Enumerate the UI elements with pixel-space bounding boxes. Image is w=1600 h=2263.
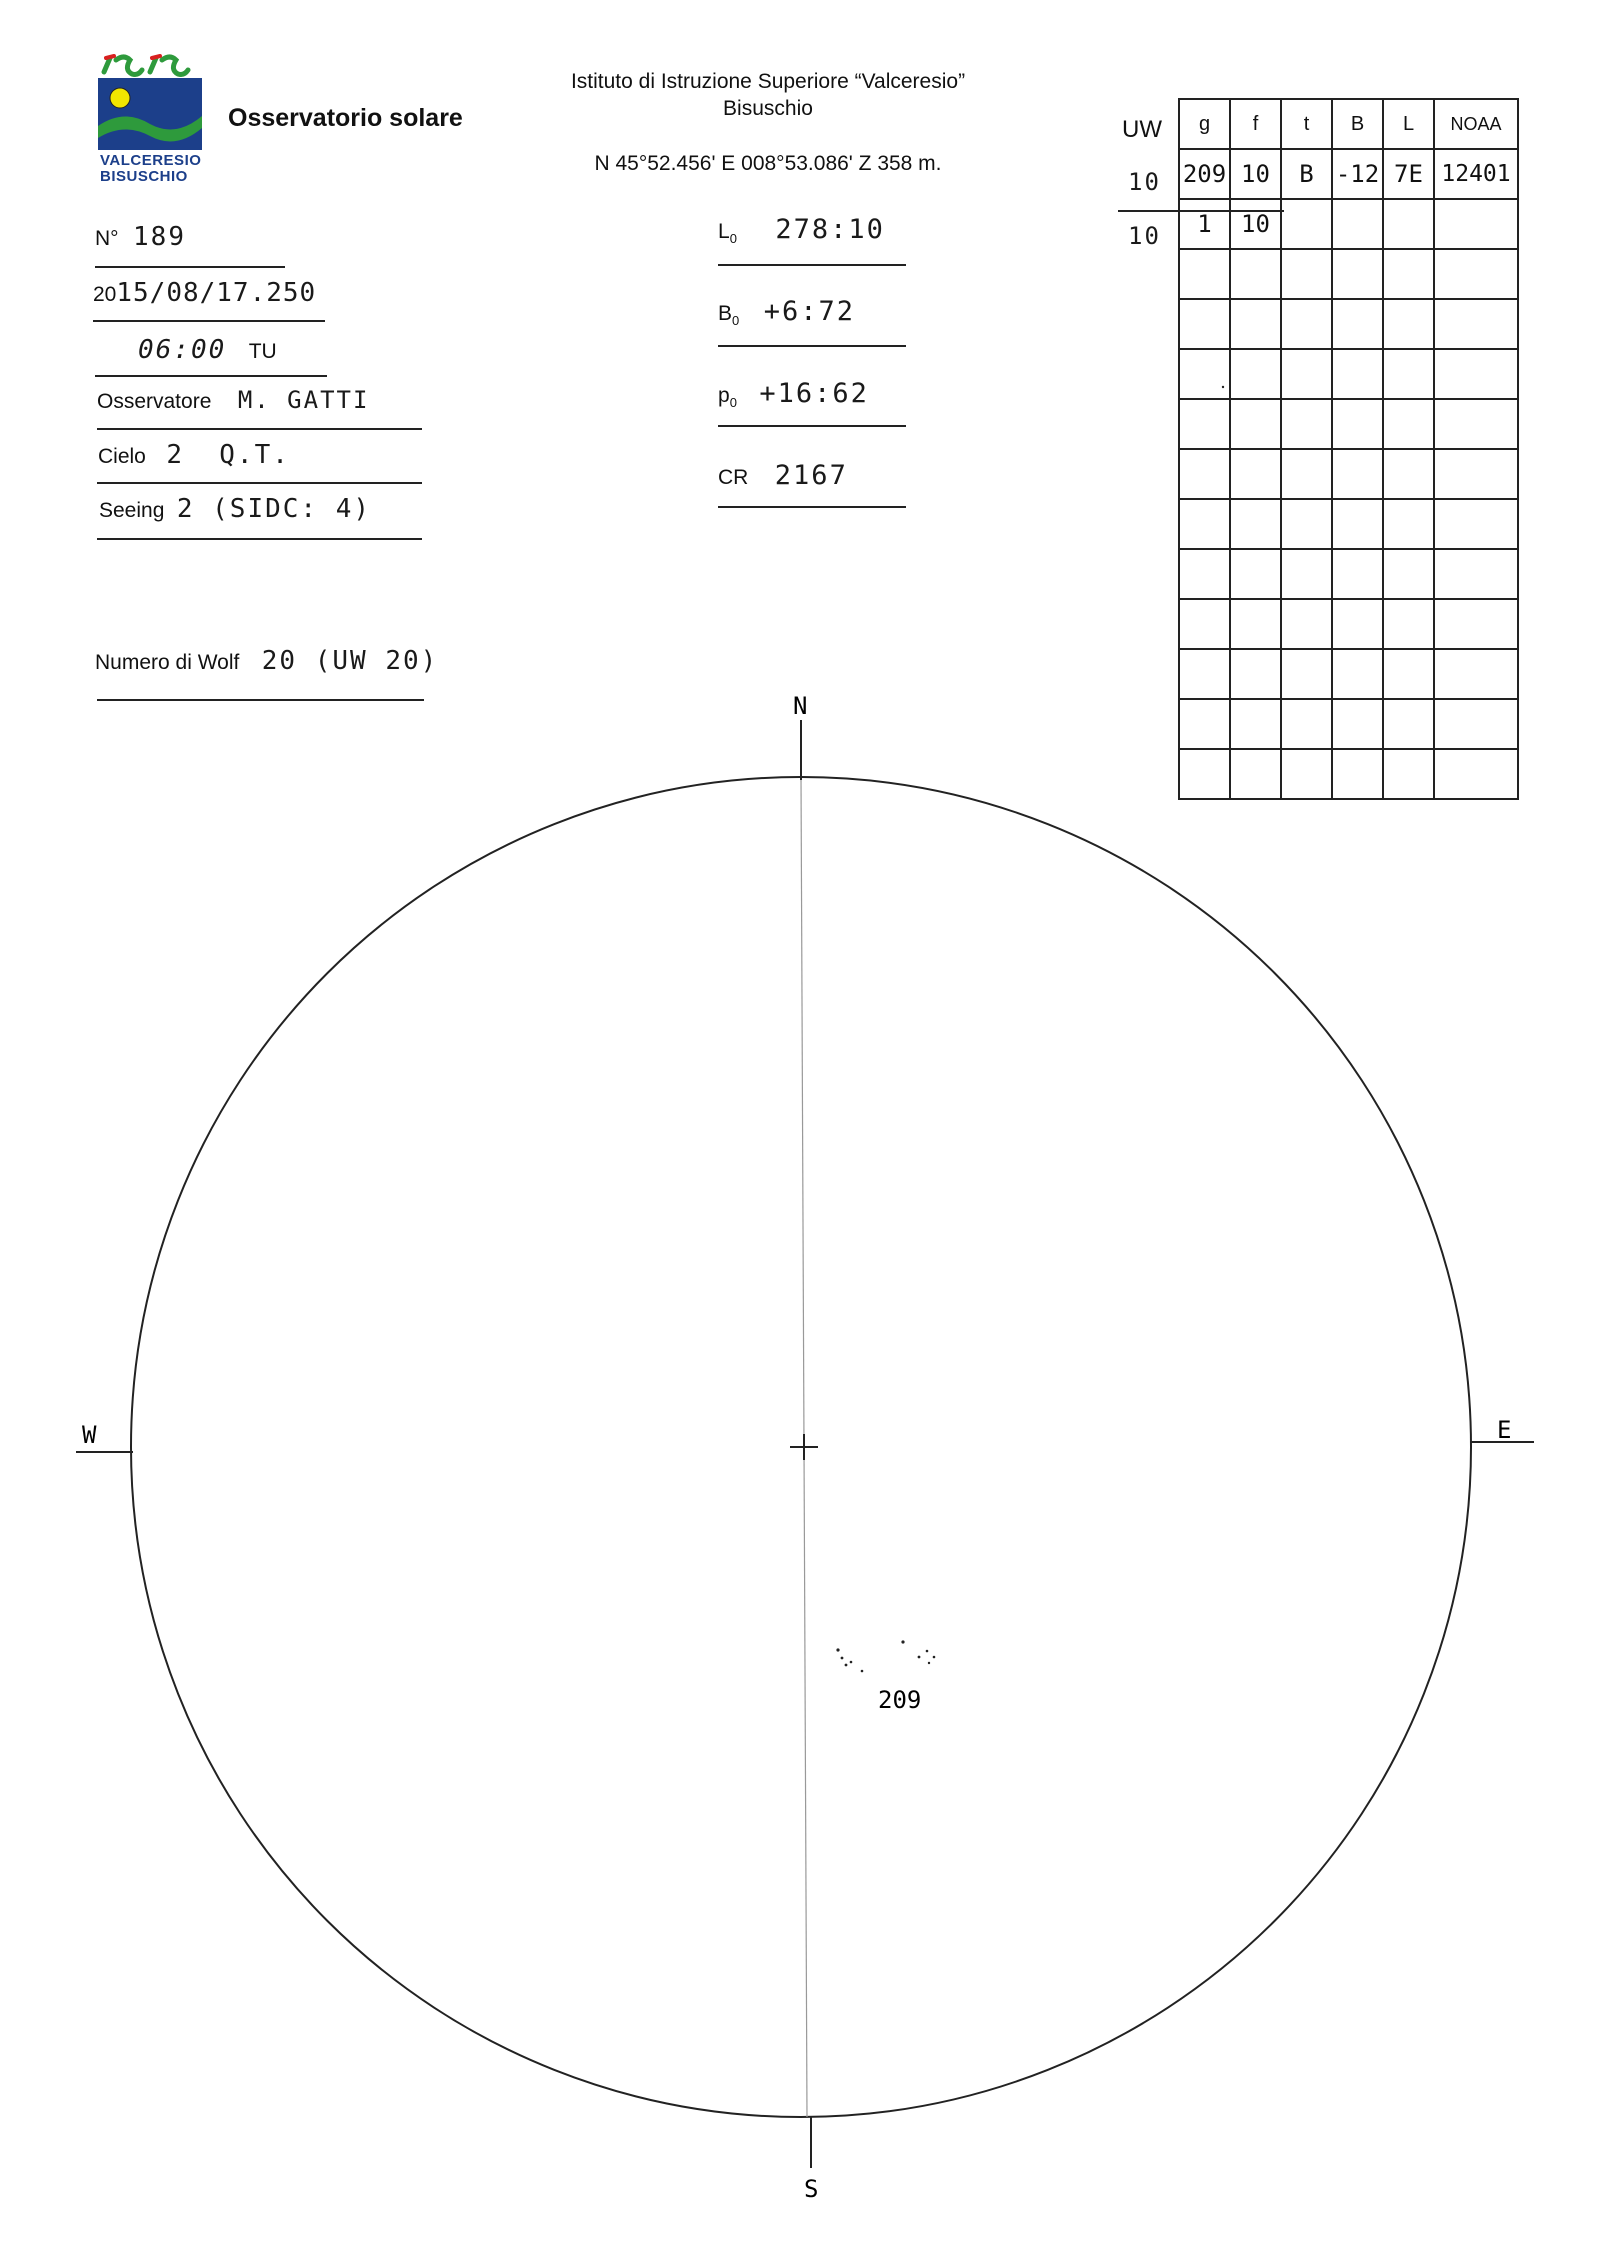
institute-name: Istituto di Istruzione Superiore “Valceresio” [570, 70, 966, 93]
institute-location: Bisuschio [723, 97, 813, 120]
logo-text-bisuschio: BISUSCHIO [100, 168, 188, 185]
uw-row1-value: 10 [1128, 168, 1161, 196]
table-cell-row1-0: 209 [1179, 149, 1230, 199]
wolf-label: Numero di Wolf [95, 651, 240, 674]
number-value: 189 [133, 222, 186, 252]
table-cell-row2-0: 1 [1179, 199, 1230, 249]
table-cell-row1-4: 7E [1383, 149, 1434, 199]
observer-label: Osservatore [97, 390, 212, 413]
sky-label: Cielo [98, 445, 146, 468]
wolf-value: 20 (UW 20) [261, 646, 439, 676]
table-cell-headers-3: B [1332, 99, 1383, 149]
l0-label: $L_0$ [718, 220, 737, 247]
date-value: 15/08/17.250 [116, 278, 317, 308]
south-label: S [804, 2175, 819, 2203]
sunspot-group [836, 386, 1224, 1673]
table-cell-row2-1: 10 [1230, 199, 1281, 249]
time-unit: TU [248, 340, 277, 363]
table-cell-row1-3: -12 [1332, 149, 1383, 199]
sky-value: 2 Q.T. [166, 440, 290, 470]
seeing-value: 2 (SIDC: 4) [176, 494, 372, 524]
north-label: N [793, 692, 808, 720]
table-cell-headers-2: t [1281, 99, 1332, 149]
table-cell-row1-5: 12401 [1434, 149, 1518, 199]
cr-value: 2167 [774, 460, 848, 491]
east-label: E [1497, 1416, 1512, 1444]
observatory-title: Osservatorio solare [228, 104, 463, 132]
table-cell-headers-5: NOAA [1434, 99, 1518, 149]
cr-label: CR [718, 466, 749, 489]
table-cell-row1-2: B [1281, 149, 1332, 199]
uw-column-label: UW [1122, 116, 1162, 143]
observatory-coordinates: N 45°52.456' E 008°53.086' Z 358 m. [594, 152, 942, 175]
seeing-label: Seeing [99, 499, 165, 522]
table-cell-headers-1: f [1230, 99, 1281, 149]
west-label: W [82, 1421, 97, 1449]
table-cell-headers-4: L [1383, 99, 1434, 149]
number-label: N° [95, 227, 119, 250]
p0-label: $p_0$ [718, 384, 737, 411]
b0-value: +6:72 [763, 296, 855, 327]
table-cell-headers-0: g [1179, 99, 1230, 149]
sunspot-group-label: 209 [878, 1686, 922, 1714]
logo-text-valceresio: VALCERESIO [100, 152, 202, 169]
time-value: 06:00 [138, 335, 227, 365]
p0-value: +16:62 [759, 378, 869, 409]
b0-label: $B_0$ [718, 302, 740, 329]
uw-row2-value: 10 [1128, 222, 1161, 250]
date-prefix: 20 [93, 283, 117, 306]
table-cell-row1-1: 10 [1230, 149, 1281, 199]
l0-value: 278:10 [775, 214, 885, 245]
observer-value: M. GATTI [237, 386, 370, 414]
